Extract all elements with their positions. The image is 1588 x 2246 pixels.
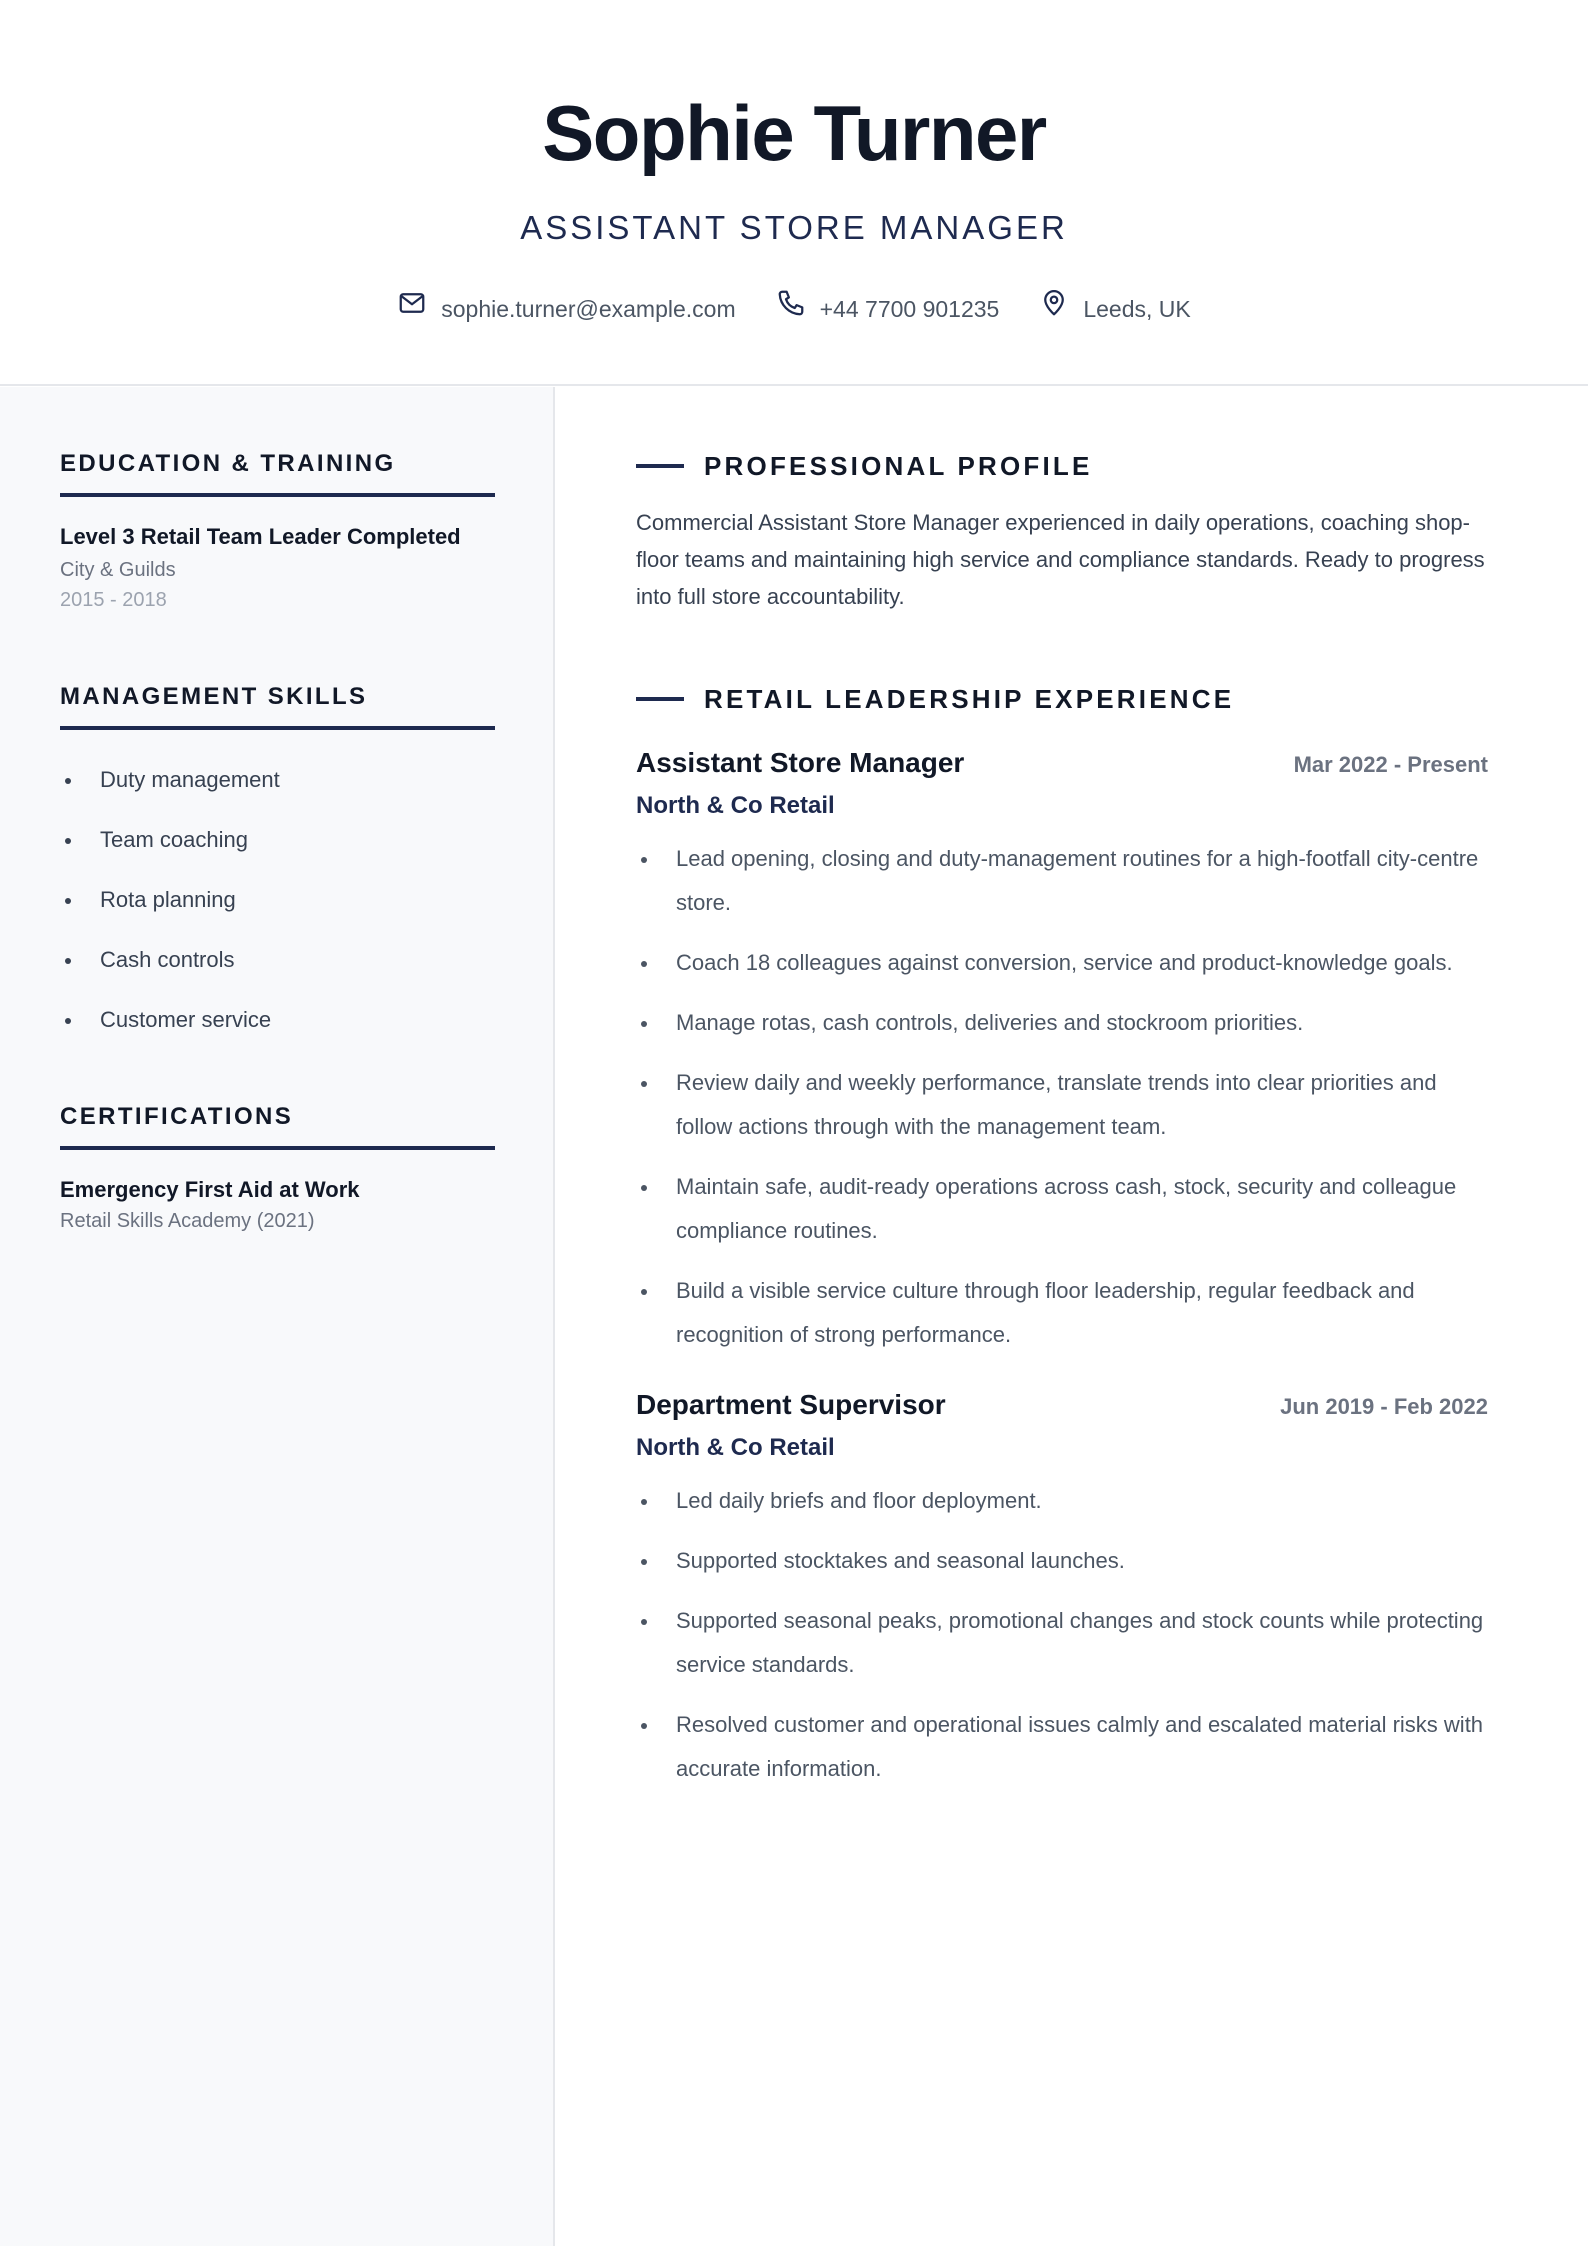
job-title: Assistant Store Manager [636,747,965,778]
profile-text: Commercial Assistant Store Manager experienced in daily operations, coaching shop-floor teams and maintaining high service and compliance standards. Ready to progress into full store accountability. [636,510,1485,609]
skills-heading: MANAGEMENT SKILLS [60,682,495,730]
job-company: North & Co Retail [636,1434,835,1461]
contact-row [0,288,1588,330]
phone-text: +44 7700 901235 [819,296,1000,322]
education-org: City & Guilds [60,559,176,581]
location-text: Leeds, UK [1083,296,1191,322]
phone-icon [776,288,806,330]
job-company: North & Co Retail [636,792,835,819]
list-item: Manage rotas, cash controls, deliveries and stockroom priorities. [636,1001,1488,1045]
job-date: Mar 2022 - Present [1293,752,1488,777]
profile-heading [636,450,1488,482]
job-date: Jun 2019 - Feb 2022 [1280,1394,1488,1419]
list-item: Team coaching [60,810,495,870]
experience-heading-text: RETAIL LEADERSHIP EXPERIENCE [704,684,1235,714]
contact-email[interactable] [397,288,735,330]
experience-heading [636,683,1488,715]
contact-phone[interactable] [776,288,1000,330]
job-entry [636,1387,1488,1791]
job-entry [636,745,1488,1357]
education-heading: EDUCATION & TRAINING [60,449,495,497]
profile-heading-text: PROFESSIONAL PROFILE [704,451,1093,481]
experience-section [636,683,1488,1791]
job-bullets [636,837,1488,1357]
list-item: Customer service [60,990,495,1050]
list-item: Duty management [60,750,495,810]
certification-title: Emergency First Aid at Work [60,1177,360,1202]
certifications-section [60,1102,495,1234]
mail-icon [397,288,427,330]
job-title: Department Supervisor [636,1389,946,1420]
job-header [636,1387,1488,1425]
sidebar [0,387,555,2246]
resume-header [0,0,1588,386]
list-item: Led daily briefs and floor deployment. [636,1479,1488,1523]
list-item: Maintain safe, audit-ready operations across cash, stock, security and colleague compliance routines. [636,1165,1488,1253]
list-item: Resolved customer and operational issues calmly and escalated material risks with accurate information. [636,1703,1488,1791]
education-section [60,449,495,613]
list-item: Build a visible service culture through floor leadership, regular feedback and recognition of strong performance. [636,1269,1488,1357]
main-content [636,387,1488,1807]
candidate-name: Sophie Turner [542,89,1046,177]
certifications-heading: CERTIFICATIONS [60,1102,495,1150]
job-bullets [636,1479,1488,1791]
list-item: Cash controls [60,930,495,990]
list-item: Coach 18 colleagues against conversion, service and product-knowledge goals. [636,941,1488,985]
education-title: Level 3 Retail Team Leader Completed [60,524,461,549]
profile-section [636,450,1488,615]
list-item: Review daily and weekly performance, translate trends into clear priorities and follow actions through with the management team. [636,1061,1488,1149]
skills-section [60,682,495,1050]
education-years: 2015 - 2018 [60,589,167,611]
list-item: Lead opening, closing and duty-management routines for a high-footfall city-centre store. [636,837,1488,925]
heading-accent-bar [636,464,684,468]
heading-accent-bar [636,697,684,701]
list-item: Rota planning [60,870,495,930]
list-item: Supported stocktakes and seasonal launches. [636,1539,1488,1583]
location-pin-icon [1039,288,1069,330]
email-text: sophie.turner@example.com [441,296,736,322]
contact-location [1039,288,1190,330]
job-header [636,745,1488,783]
list-item: Supported seasonal peaks, promotional changes and stock counts while protecting service standards. [636,1599,1488,1687]
certification-org: Retail Skills Academy (2021) [60,1210,315,1232]
candidate-role: ASSISTANT STORE MANAGER [520,209,1068,246]
skills-list [60,750,495,1050]
